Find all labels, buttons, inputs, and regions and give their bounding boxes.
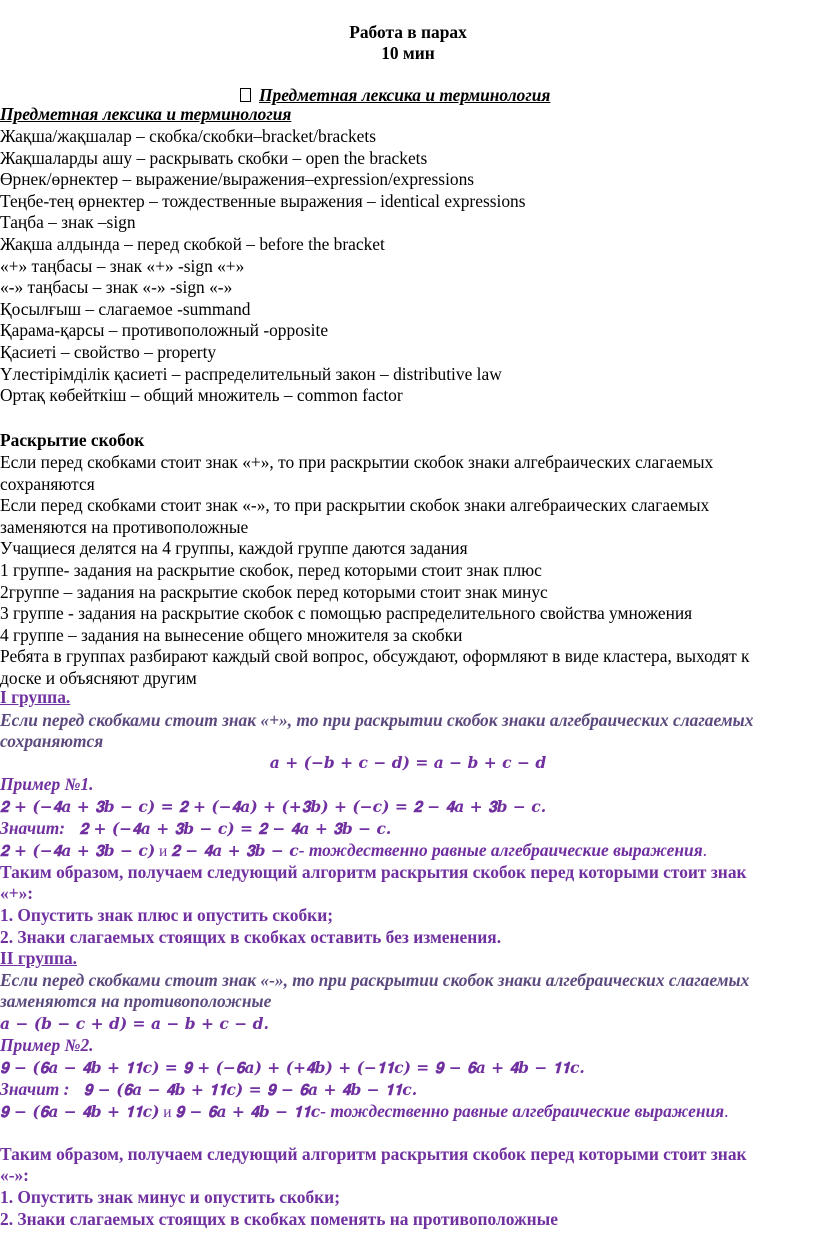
group1-rule-line2: сохраняются: [0, 731, 104, 751]
rules-line: 1 группе- задания на раскрытие скобок, перед которыми стоит знак плюс: [0, 560, 542, 580]
vocab-item: «-» таңбасы – знак «-» -sign «-»: [0, 277, 233, 298]
group1-means: [0, 818, 391, 839]
group1-heading: I группа.: [0, 687, 71, 707]
vocab-item: Жақша/жақшалар – скобка/скобки–bracket/brackets: [0, 126, 376, 146]
group2-example: 𝟗 − (𝟔𝒂 − 𝟒𝒃 + 𝟏𝟏𝒄) = 𝟗 + (−𝟔𝒂) + (+𝟒𝒃) + (−𝟏𝟏𝒄) = 𝟗 − 𝟔𝒂 + 𝟒𝒃 − 𝟏𝟏𝒄.: [0, 1058, 585, 1077]
group2-means: [0, 1079, 417, 1100]
group2-step-1: 1. Опустить знак минус и опустить скобки;: [0, 1187, 340, 1207]
vocab-item: Жақша алдында – перед скобкой – before the bracket: [0, 234, 385, 254]
group2-algorithm-line2: «-»:: [0, 1165, 29, 1185]
rules-line: Если перед скобками стоит знак «-», то при раскрытии скобок знаки алгебраических слагаемых: [0, 495, 710, 516]
group2-identity-and: и: [159, 1104, 176, 1121]
vocab-item: Жақшаларды ашу – раскрывать скобки – open the brackets: [0, 147, 428, 168]
group1-step-1: 1. Опустить знак плюс и опустить скобки;: [0, 905, 334, 925]
group1-example: 𝟐 + (−𝟒𝒂 + 𝟑𝒃 − 𝒄) = 𝟐 + (−𝟒𝒂) + (+𝟑𝒃) + (−𝒄) = 𝟐 − 𝟒𝒂 + 𝟑𝒃 − 𝒄.: [0, 797, 547, 816]
group2-means-label: Значит :: [0, 1079, 70, 1099]
rules-line: 3 группе - задания на раскрытие скобок с помощью распределительного свойства умножения: [0, 603, 693, 624]
rules-line: 2группе – задания на раскрытие скобок перед которыми стоит знак минус: [0, 581, 548, 602]
group1-identity-and: и: [155, 843, 172, 860]
list-heading: [240, 85, 550, 106]
group2-example-label: Пример №2.: [0, 1035, 94, 1055]
vocab-item: Теңбе-тең өрнектер – тождественные выражения – identical expressions: [0, 190, 526, 211]
vocab-item: Қосылғыш – слагаемое -summand: [0, 298, 251, 319]
group1-identity-b: 𝟐 − 𝟒𝒂 + 𝟑𝒃 − 𝒄: [171, 841, 299, 860]
group1-identity-a: 𝟐 + (−𝟒𝒂 + 𝟑𝒃 − 𝒄): [0, 841, 156, 860]
group2-identity-text: - тождественно равные алгебраические выражения: [320, 1101, 725, 1121]
group1-algorithm-line1: Таким образом, получаем следующий алгоритм раскрытия скобок перед которыми стоит знак: [0, 862, 747, 882]
vocab-item: «+» таңбасы – знак «+» -sign «+»: [0, 255, 245, 276]
group2-identity: [0, 1101, 729, 1123]
group2-step-2: 2. Знаки слагаемых стоящих в скобках поменять на противоположные: [0, 1209, 558, 1229]
group2-rule-line2: заменяются на противоположные: [0, 991, 272, 1011]
group1-rule-line1: Если перед скобками стоит знак «+», то при раскрытии скобок знаки алгебраических слагаемых: [0, 710, 754, 730]
group1-identity-end: .: [702, 840, 708, 860]
group1-means-label: Значит:: [0, 818, 66, 838]
missing-glyph-icon: [240, 88, 251, 102]
vocab-item: Үлестірімділік қасиеті – распределительный закон – distributive law: [0, 363, 502, 384]
group2-identity-end: .: [724, 1101, 729, 1121]
rules-line: сохраняются: [0, 473, 95, 494]
group2-heading: II группа.: [0, 948, 78, 968]
group2-means-formula: 𝟗 − (𝟔𝒂 − 𝟒𝒃 + 𝟏𝟏𝒄) = 𝟗 − 𝟔𝒂 + 𝟒𝒃 − 𝟏𝟏𝒄.: [83, 1080, 418, 1099]
vocab-item: Таңба – знак –sign: [0, 212, 136, 233]
doc-title: Работа в парах: [349, 22, 467, 42]
group2-algorithm-line1: Таким образом, получаем следующий алгоритм раскрытия скобок перед которыми стоит знак: [0, 1144, 747, 1164]
rules-line: заменяются на противоположные: [0, 516, 249, 537]
group2-formula: 𝒂 − (𝒃 − 𝒄 + 𝒅) = 𝒂 − 𝒃 + 𝒄 − 𝒅.: [0, 1014, 269, 1033]
vocab-item: Өрнек/өрнектер – выражение/выражения–expression/expressions: [0, 169, 475, 190]
vocab-item: Қасиеті – свойство – property: [0, 342, 217, 362]
rules-line: 4 группе – задания на вынесение общего множителя за скобки: [0, 624, 463, 645]
list-heading-text: Предметная лексика и терминология: [259, 85, 551, 105]
vocab-heading: Предметная лексика и терминология: [0, 104, 292, 124]
group2-identity-a: 𝟗 − (𝟔𝒂 − 𝟒𝒃 + 𝟏𝟏𝒄): [0, 1102, 160, 1121]
group1-step-2: 2. Знаки слагаемых стоящих в скобках оставить без изменения.: [0, 927, 502, 947]
vocab-item: Қарама-қарсы – противоположный -opposite: [0, 320, 329, 341]
group1-identity: [0, 840, 707, 862]
rules-line: Ребята в группах разбирают каждый свой вопрос, обсуждают, оформляют в виде кластера, выходят к: [0, 646, 750, 667]
group2-rule-line1: Если перед скобками стоит знак «-», то при раскрытии скобок знаки алгебраических слагаемых: [0, 970, 750, 990]
vocab-item: Ортақ көбейткіш – общий множитель – common factor: [0, 385, 403, 406]
rules-line: Если перед скобками стоит знак «+», то при раскрытии скобок знаки алгебраических слагаемых: [0, 452, 714, 472]
group1-algorithm-line2: «+»:: [0, 883, 34, 903]
doc-duration: 10 мин: [381, 43, 435, 63]
group1-identity-text: - тождественно равные алгебраические выражения: [298, 840, 703, 860]
rules-heading: Раскрытие скобок: [0, 430, 145, 450]
group1-means-formula: 𝟐 + (−𝟒𝒂 + 𝟑𝒃 − 𝒄) = 𝟐 − 𝟒𝒂 + 𝟑𝒃 − 𝒄.: [79, 819, 392, 838]
group2-identity-b: 𝟗 − 𝟔𝒂 + 𝟒𝒃 − 𝟏𝟏𝒄: [175, 1102, 321, 1121]
rules-line: Учащиеся делятся на 4 группы, каждой группе даются задания: [0, 538, 468, 559]
group1-example-label: Пример №1.: [0, 774, 94, 794]
rules-line: доске и объясняют другим: [0, 668, 197, 688]
group1-formula: 𝒂 + (−𝒃 + 𝒄 − 𝒅) = 𝒂 − 𝒃 + 𝒄 − 𝒅: [269, 753, 547, 772]
